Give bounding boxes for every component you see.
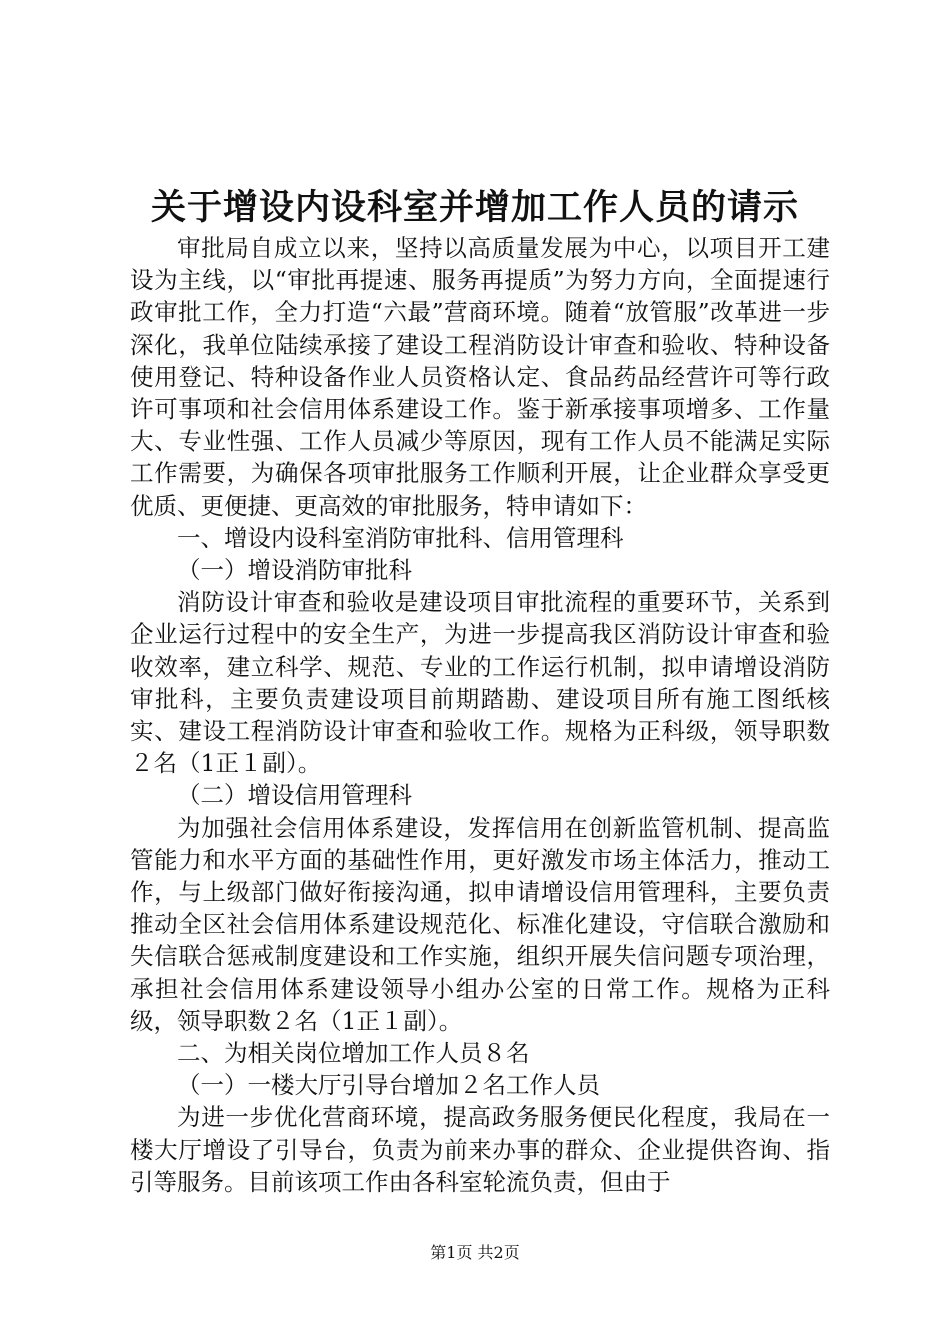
page-number-footer: 第1页 共2页 [430,1243,520,1262]
paragraph-intro: 审批局自成立以来，坚持以高质量发展为中心，以项目开工建设为主线，以“审批再提速、服务再提质”为努力方向，全面提速行政审批工作，全力打造“六最”营商环境。随着“放管服”改革进一步深化，我单位陆续承接了建设工程消防设计审查和验收、特种设备使用登记、特种设备作业人员资格认定、食品药品经营许可等行政许可事项和社会信用体系建设工作。鉴于新承接事项增多、工作量大、专业性强、工作人员减少等原因，现有工作人员不能满足实际工作需要，为确保各项审批服务工作顺利开展，让企业群众享受更优质、更便捷、更高效的审批服务，特申请如下： [130,234,830,520]
subheading-1-1: （一）增设消防审批科 [177,556,412,585]
subheading-1-2: （二）增设信用管理科 [177,781,412,810]
subheading-2-1: （一）一楼大厅引导台增加２名工作人员 [177,1071,600,1100]
heading-section-2: 二、为相关岗位增加工作人员８名 [177,1039,530,1068]
document-title: 关于增设内设科室并增加工作人员的请示 [150,187,799,228]
paragraph-credit-management: 为加强社会信用体系建设，发挥信用在创新监管机制、提高监管能力和水平方面的基础性作用，更好激发市场主体活力，推动工作，与上级部门做好衔接沟通，拟申请增设信用管理科，主要负责推动全区社会信用体系建设规范化、标准化建设，守信联合激励和失信联合惩戒制度建设和工作实施，组织开展失信问题专项治理，承担社会信用体系建设领导小组办公室的日常工作。规格为正科级，领导职数２名（1正１副）。 [130,813,830,1035]
paragraph-guide-desk: 为进一步优化营商环境，提高政务服务便民化程度，我局在一楼大厅增设了引导台，负责为前来办事的群众、企业提供咨询、指引等服务。目前该项工作由各科室轮流负责，但由于 [130,1103,830,1196]
heading-section-1: 一、增设内设科室消防审批科、信用管理科 [177,523,624,552]
paragraph-fire-approval: 消防设计审查和验收是建设项目审批流程的重要环节，关系到企业运行过程中的安全生产，为进一步提高我区消防设计审查和验收效率，建立科学、规范、专业的工作运行机制，拟申请增设消防审批科，主要负责建设项目前期踏勘、建设项目所有施工图纸核实、建设工程消防设计审查和验收工作。规格为正科级，领导职数２名（1正１副）。 [130,588,830,778]
document-body [130,232,830,1198]
